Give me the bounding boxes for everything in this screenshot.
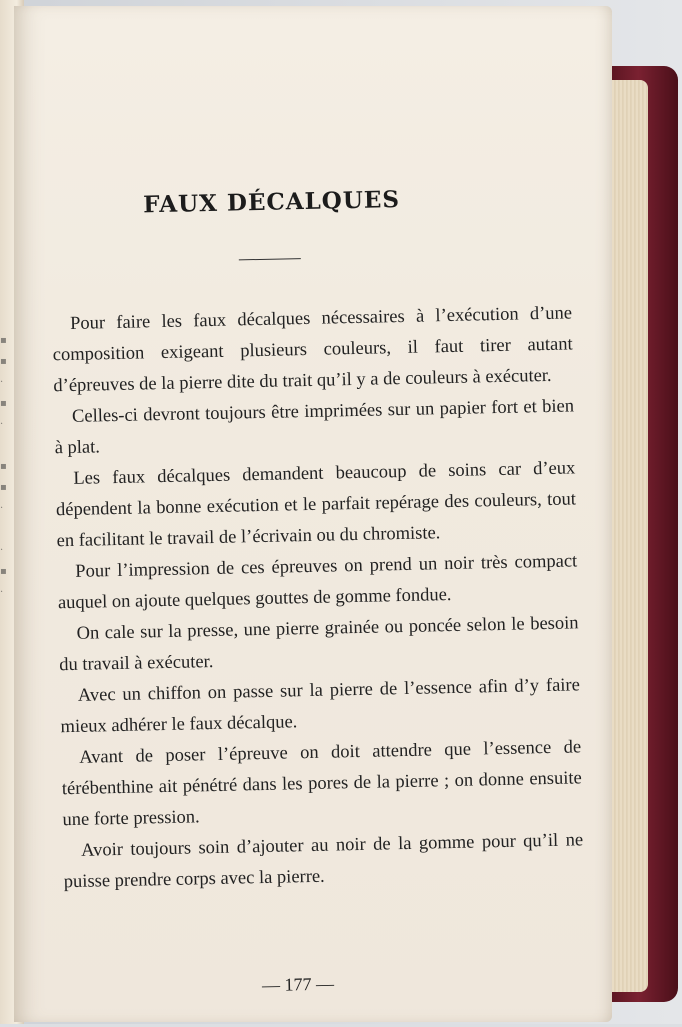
paragraph: Avec un chiffon on passe sur la pierre de l’essence afin d’y faire mieux adhérer le faux décalque. <box>60 675 581 738</box>
paragraph: Avoir toujours soin d’ajouter au noir de la gomme pour qu’il ne puisse prendre corps avec la pierre. <box>63 830 584 893</box>
page-title: FAUX DÉCALQUES <box>142 186 401 219</box>
paragraph: Avant de poser l’épreuve on doit attendre que l’essence de térébenthine ait pénétré dans les pores de la pierre ; on donne ensuite une forte pression. <box>61 737 582 831</box>
book-page <box>14 6 612 1022</box>
title-rule <box>239 258 301 260</box>
paragraph: Pour faire les faux décalques nécessaires à l’exécution d’une composition exigeant plusieurs couleurs, il faut tirer autant d’épreuves de la pierre dite du trait qu’il y a de couleurs à exécuter. <box>52 303 573 397</box>
page-number: — 177 — <box>261 973 335 996</box>
left-page-text-fragments: ▪ ▪ · ▪ · ▪ ▪ · · ▪ · <box>0 335 7 598</box>
paragraph: Les faux décalques demandent beaucoup de soins car d’eux dépendent la bonne exécution et le parfait repérage des couleurs, tout en facilitant le travail de l’écrivain ou du chromiste. <box>55 458 577 552</box>
page-content <box>38 1 584 1027</box>
body-text <box>52 298 584 898</box>
paragraph: Celles-ci devront toujours être imprimées sur un papier fort et bien à plat. <box>54 396 575 459</box>
paragraph: On cale sur la presse, une pierre grainée ou poncée selon le besoin du travail à exécuter. <box>59 613 579 676</box>
paragraph: Pour l’impression de ces épreuves on prend un noir très compact auquel on ajoute quelques gouttes de gomme fondue. <box>57 551 578 614</box>
